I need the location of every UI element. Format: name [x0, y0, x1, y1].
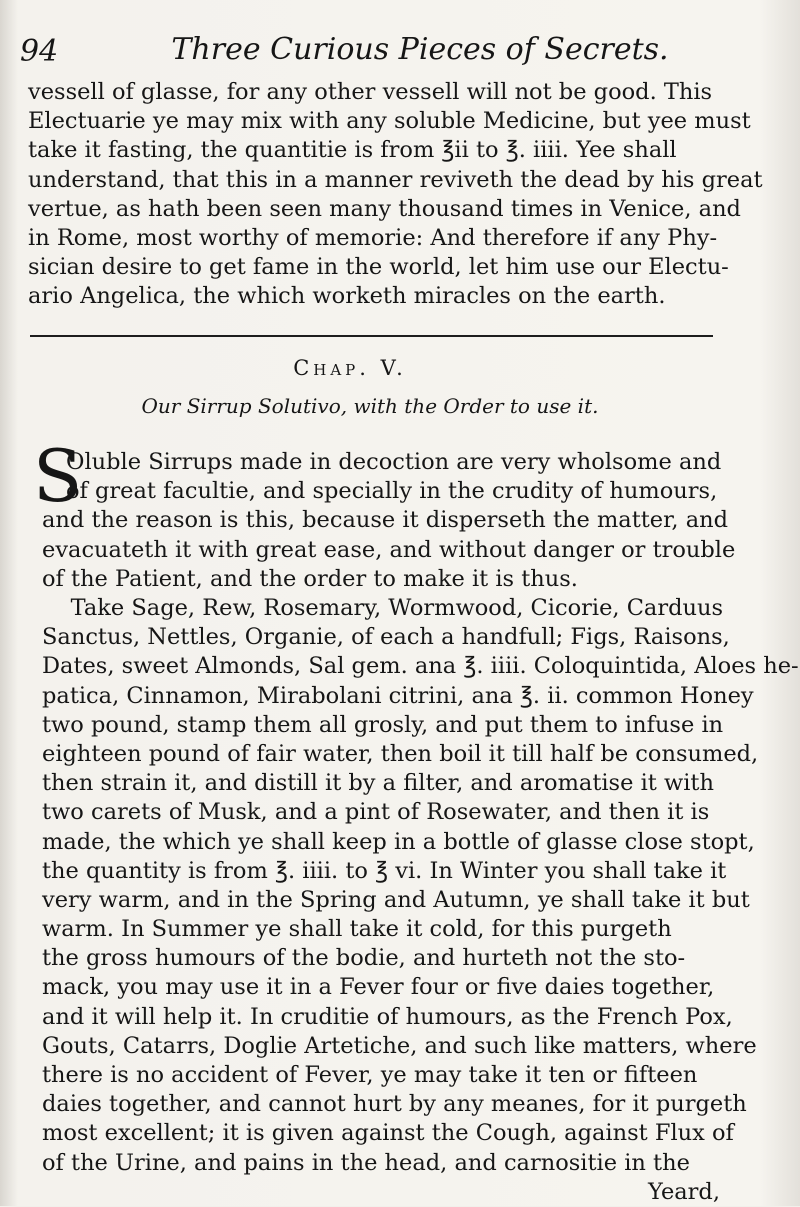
text-line: vessell of glasse, for any other vessell will not be good. This	[28, 79, 713, 105]
text-line: vertue, as hath been seen many thousand times in Venice, and	[28, 195, 741, 222]
drop-cap: S	[33, 434, 83, 518]
text-line: made, the which ye shall keep in a bottle of glasse close stopt,	[42, 828, 755, 855]
paragraph-recipe	[42, 594, 799, 1207]
text-line: and it will help it. In cruditie of humours, as the French Pox,	[42, 1003, 733, 1030]
text-line: Electuarie ye may mix with any soluble Medicine, but yee must	[28, 108, 751, 135]
text-line: the quantity is from ℥. iiii. to ℥ vi. In Winter you shall take it	[42, 857, 727, 884]
text-line: Dates, sweet Almonds, Sal gem. ana ℥. iiii. Coloquintida, Aloes he-	[42, 653, 799, 680]
text-line: ario Angelica, the which worketh miracles on the earth.	[28, 283, 666, 310]
text-line: evacuateth it with great ease, and without danger or trouble	[42, 536, 736, 563]
text-line: of the Patient, and the order to make it is thus.	[42, 565, 578, 592]
text-line: take it fasting, the quantitie is from ℥ii to ℥. iiii. Yee shall	[28, 137, 677, 164]
text-line: mack, you may use it in a Fever four or five daies together,	[42, 974, 715, 1001]
text-line: sician desire to get fame in the world, let him use our Electu-	[28, 254, 729, 281]
page-number: 94	[20, 34, 59, 69]
catchword: Yeard,	[648, 1178, 720, 1205]
chapter-subtitle: Our Sirrup Solutivo, with the Order to use it.	[141, 394, 599, 418]
text-line: Oluble Sirrups made in decoction are very wholsome and	[66, 449, 722, 475]
text-line: patica, Cinnamon, Mirabolani citrini, ana ℥. ii. common Honey	[42, 682, 754, 709]
text-line: very warm, and in the Spring and Autumn, ye shall take it but	[42, 886, 750, 913]
text-line: two carets of Musk, and a pint of Rosewater, and then it is	[42, 799, 710, 826]
text-line: and the reason is this, because it disperseth the matter, and	[42, 507, 728, 534]
text-line: the gross humours of the bodie, and hurteth not the sto-	[42, 945, 686, 972]
text-line: Take Sage, Rew, Rosemary, Wormwood, Cicorie, Carduus	[42, 595, 724, 621]
page-header	[20, 30, 720, 82]
text-line: understand, that this in a manner reviveth the dead by his great	[28, 166, 763, 193]
paragraph-soluble-sirrups	[42, 448, 736, 594]
running-title: Three Curious Pieces of Secrets.	[171, 32, 669, 67]
text-line: of great facultie, and specially in the crudity of humours,	[66, 478, 718, 505]
text-line: daies together, and cannot hurt by any meanes, for it purgeth	[42, 1091, 747, 1118]
text-line: there is no accident of Fever, ye may take it ten or fifteen	[42, 1062, 698, 1088]
section-divider	[30, 335, 713, 337]
text-line: most excellent; it is given against the Cough, against Flux of	[42, 1120, 734, 1147]
text-line: then strain it, and distill it by a filter, and aromatise it with	[42, 770, 714, 797]
text-line: warm. In Summer ye shall take it cold, for this purgeth	[42, 916, 672, 943]
text-line: two pound, stamp them all grosly, and put them to infuse in	[42, 711, 724, 738]
text-line: in Rome, most worthy of memorie: And therefore if any Phy-	[28, 224, 718, 251]
chapter-heading: Chap. V.	[293, 356, 407, 380]
text-line: of the Urine, and pains in the head, and carnositie in the	[42, 1149, 690, 1176]
text-line: eighteen pound of fair water, then boil it till half be consumed,	[42, 740, 759, 767]
paragraph-electuarie	[28, 78, 763, 312]
text-line: Gouts, Catarrs, Doglie Artetiche, and such like matters, where	[42, 1032, 757, 1059]
text-line: Sanctus, Nettles, Organie, of each a handfull; Figs, Raisons,	[42, 624, 730, 651]
